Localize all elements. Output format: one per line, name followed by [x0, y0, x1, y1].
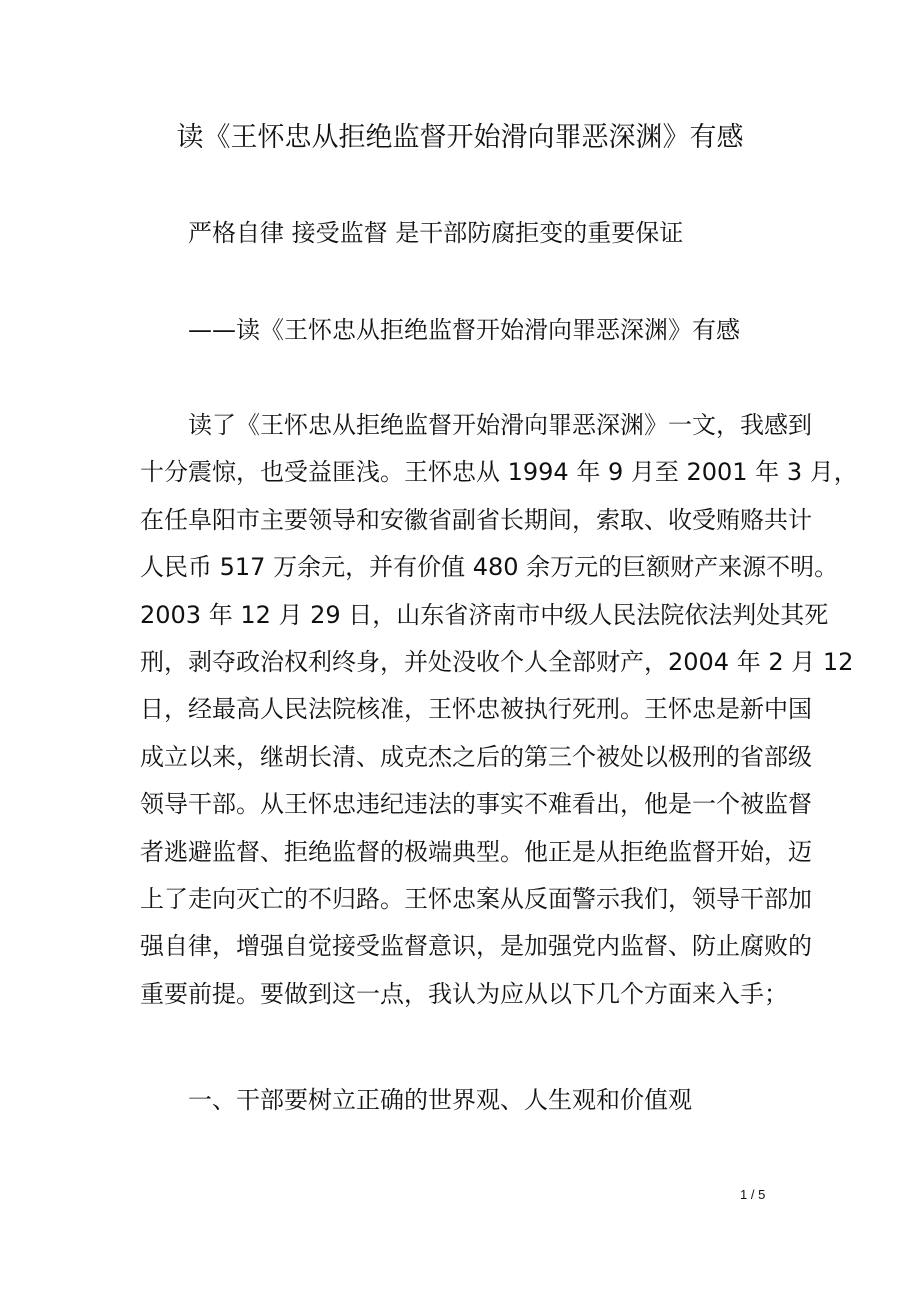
subtitle: 严格自律 接受监督 是干部防腐拒变的重要保证	[188, 219, 684, 247]
paragraph-line: 十分震惊，也受益匪浅。王怀忠从 1994 年 9 月至 2001 年 3 月，	[140, 458, 858, 487]
paragraph-line: 读了《王怀忠从拒绝监督开始滑向罪恶深渊》一文，我感到	[188, 411, 812, 439]
paragraph-line: 者逃避监督、拒绝监督的极端典型。他正是从拒绝监督开始，迈	[140, 837, 812, 866]
section-heading: 一、干部要树立正确的世界观、人生观和价值观	[188, 1086, 692, 1114]
body-paragraph	[140, 405, 858, 1021]
paragraph-line: 上了走向灭亡的不归路。王怀忠案从反面警示我们，领导干部加	[140, 884, 812, 913]
paragraph-line: 在任阜阳市主要领导和安徽省副省长期间，索取、收受贿赂共计	[140, 505, 812, 534]
document-title: 读《王怀忠从拒绝监督开始滑向罪恶深渊》有感	[176, 122, 744, 153]
paragraph-line: 重要前提。要做到这一点，我认为应从以下几个方面来入手；	[140, 979, 788, 1008]
paragraph-line: 日，经最高人民法院核准，王怀忠被执行死刑。王怀忠是新中国	[140, 695, 812, 724]
paragraph-line: 强自律，增强自觉接受监督意识，是加强党内监督、防止腐败的	[140, 932, 812, 961]
paragraph-line: 领导干部。从王怀忠违纪违法的事实不难看出，他是一个被监督	[140, 790, 812, 819]
paragraph-line: 人民币 517 万余元，并有价值 480 余万元的巨额财产来源不明。	[140, 553, 839, 582]
paragraph-line: 成立以来，继胡长清、成克杰之后的第三个被处以极刑的省部级	[140, 742, 812, 771]
paragraph-line: 2003 年 12 月 29 日，山东省济南市中级人民法院依法判处其死	[140, 600, 829, 629]
subtitle-source: ——读《王怀忠从拒绝监督开始滑向罪恶深渊》有感	[188, 316, 740, 344]
page-number: 1 / 5	[740, 1187, 766, 1202]
paragraph-line: 刑，剥夺政治权利终身，并处没收个人全部财产，2004 年 2 月 12	[140, 647, 854, 676]
